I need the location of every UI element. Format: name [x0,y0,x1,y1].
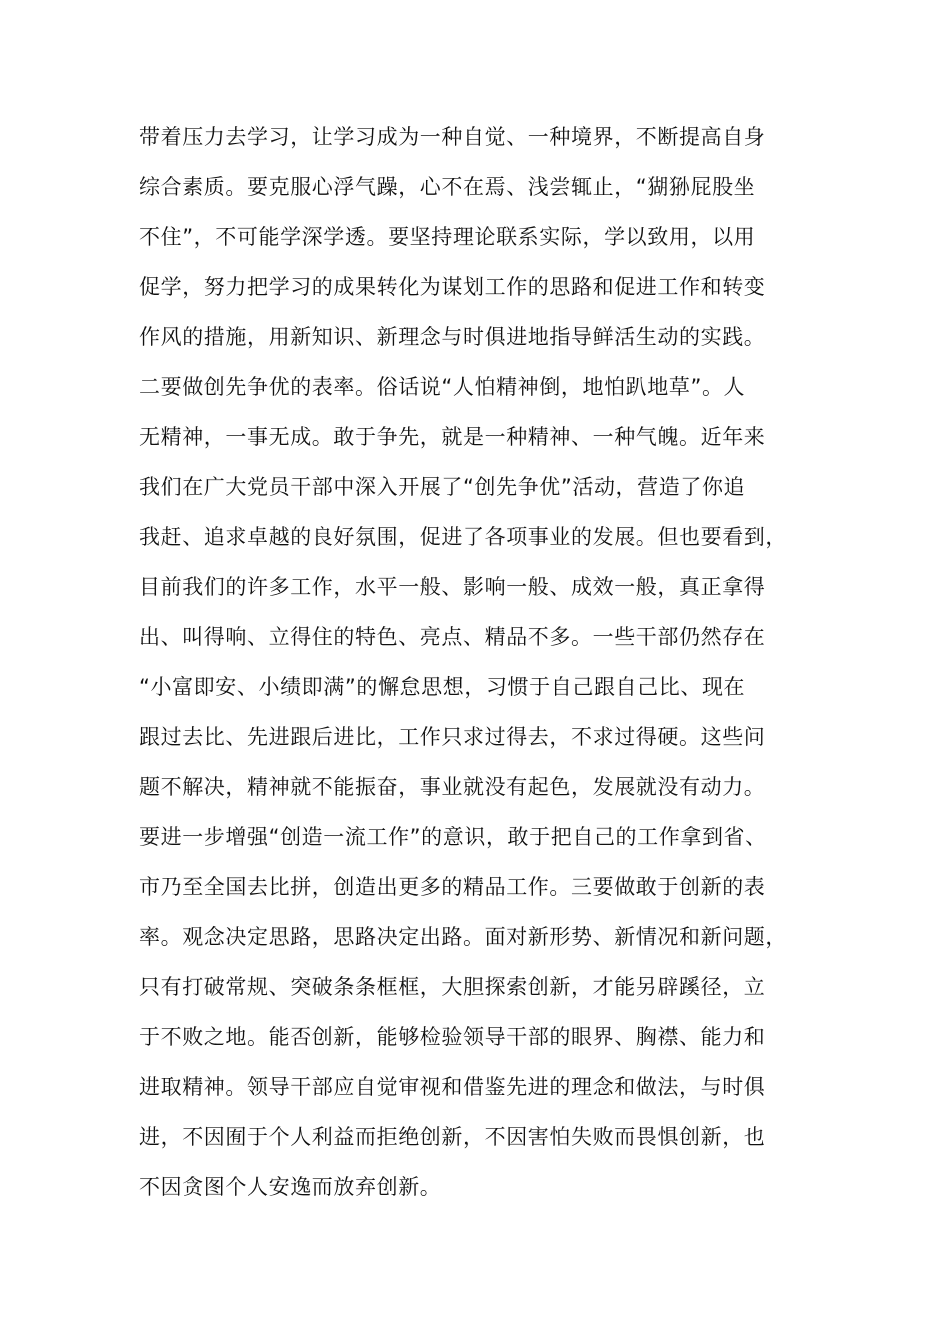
text-line-18: 只有打破常规、突破条条框框，大胆探索创新，才能另辟蹊径，立 [139,975,766,999]
text-line-2: 综合素质。要克服心浮气躁，心不在焉、浅尝辄止，“猢狲屁股坐 [139,175,756,199]
text-line-9: 我赶、追求卓越的良好氛围，促进了各项事业的发展。但也要看到， [139,525,787,549]
text-line-6: 二要做创先争优的表率。俗话说“人怕精神倒，地怕趴地草”。人 [139,375,746,399]
text-line-1: 带着压力去学习，让学习成为一种自觉、一种境界，不断提高自身 [139,125,766,149]
text-line-17: 率。观念决定思路，思路决定出路。面对新形势、新情况和新问题， [139,925,787,949]
text-line-22: 不因贪图个人安逸而放弃创新。 [139,1175,442,1199]
text-line-5: 作风的措施，用新知识、新理念与时俱进地指导鲜活生动的实践。 [139,325,766,349]
text-line-19: 于不败之地。能否创新，能够检验领导干部的眼界、胸襟、能力和 [139,1025,766,1049]
text-line-7: 无精神，一事无成。敢于争先，就是一种精神、一种气魄。近年来 [139,425,766,449]
text-line-16: 市乃至全国去比拼，创造出更多的精品工作。三要做敢于创新的表 [139,875,766,899]
body-text [139,112,829,1212]
text-line-21: 进，不因囿于个人利益而拒绝创新，不因害怕失败而畏惧创新，也 [139,1125,766,1149]
text-line-15: 要进一步增强“创造一流工作”的意识，敢于把自己的工作拿到省、 [139,825,767,849]
text-line-3: 不住”，不可能学深学透。要坚持理论联系实际，学以致用，以用 [139,225,756,249]
text-line-11: 出、叫得响、立得住的特色、亮点、精品不多。一些干部仍然存在 [139,625,766,649]
text-line-20: 进取精神。领导干部应自觉审视和借鉴先进的理念和做法，与时俱 [139,1075,766,1099]
text-line-14: 题不解决，精神就不能振奋，事业就没有起色，发展就没有动力。 [139,775,766,799]
text-line-4: 促学，努力把学习的成果转化为谋划工作的思路和促进工作和转变 [139,275,766,299]
text-line-10: 目前我们的许多工作，水平一般、影响一般、成效一般，真正拿得 [139,575,766,599]
text-line-8: 我们在广大党员干部中深入开展了“创先争优”活动，营造了你追 [139,475,746,499]
text-line-12: “小富即安、小绩即满”的懈怠思想，习惯于自己跟自己比、现在 [139,675,746,699]
text-line-13: 跟过去比、先进跟后进比，工作只求过得去，不求过得硬。这些问 [139,725,766,749]
